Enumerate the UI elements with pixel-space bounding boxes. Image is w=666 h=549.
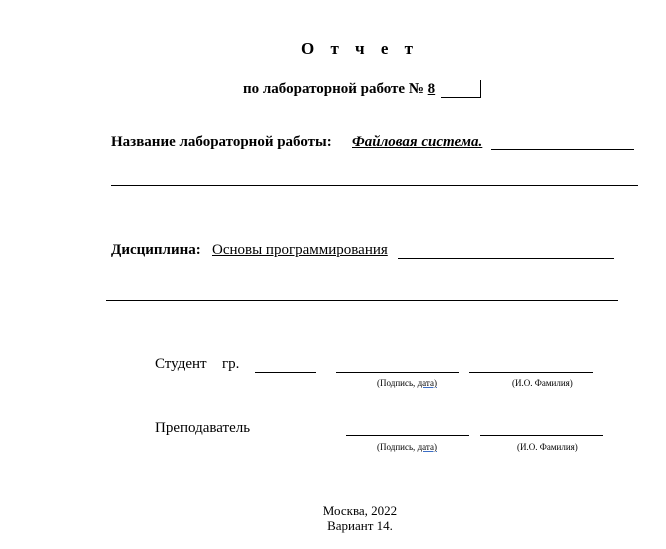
student-signature-line (336, 372, 459, 373)
report-title: О т ч е т (300, 39, 420, 58)
discipline-value: Основы программирования (212, 242, 388, 258)
discipline-label: Дисциплина: (111, 242, 201, 258)
teacher-name-line (480, 435, 603, 436)
student-label: Студент (155, 356, 207, 372)
text-cursor (480, 80, 481, 98)
lab-name-value: Файловая система. (352, 134, 483, 150)
blank-line (106, 300, 618, 301)
signature-caption-prefix: (Подпись, (377, 442, 416, 452)
student-name-line (469, 372, 593, 373)
group-line (255, 372, 316, 373)
discipline-fill-line (398, 258, 614, 259)
teacher-signature-line (346, 435, 469, 436)
blank-line (111, 185, 638, 186)
variant: Вариант 14. (327, 518, 393, 533)
teacher-name-caption: (И.О. Фамилия) (517, 442, 578, 452)
student-name-caption: (И.О. Фамилия) (512, 378, 573, 388)
signature-caption-date: дата) (417, 378, 437, 388)
teacher-label: Преподаватель (155, 420, 251, 436)
signature-caption-date: дата) (417, 442, 437, 452)
student-signature-caption (377, 378, 437, 388)
teacher-signature-caption (377, 442, 437, 452)
signature-caption-prefix: (Подпись, (377, 378, 416, 388)
subtitle-prefix: по лабораторной работе № (243, 81, 424, 97)
city-year: Москва, 2022 (322, 503, 398, 518)
lab-name-label: Название лабораторной работы: (111, 134, 332, 150)
lab-number-underline (441, 97, 481, 98)
group-label: гр. (222, 356, 240, 372)
lab-name-fill-line (491, 149, 634, 150)
lab-number: 8 (427, 81, 436, 97)
report-subtitle (243, 81, 435, 98)
